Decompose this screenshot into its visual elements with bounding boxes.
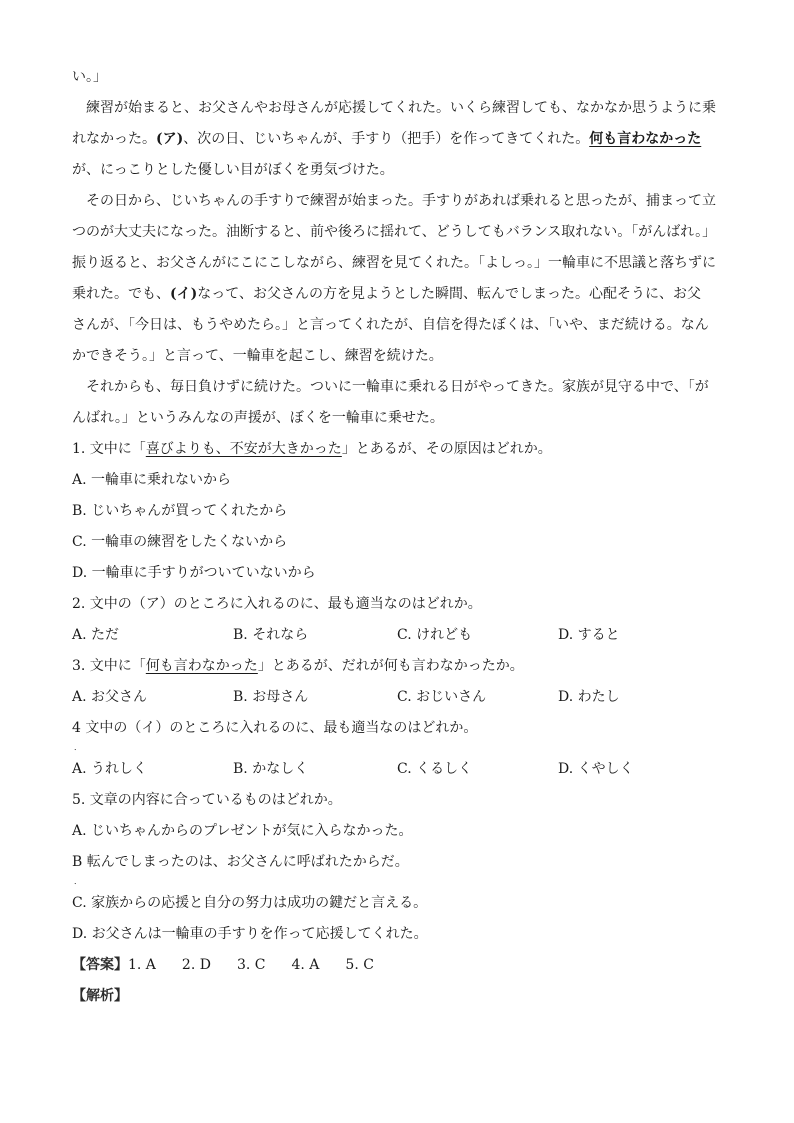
stray-dot: ． (74, 743, 82, 752)
passage-line: 振り返ると、お父さんがにこにこしながら、練習を見てくれた。「よしっ。」一輪車に不思議と落ちずに (72, 255, 716, 271)
q2-options (72, 620, 722, 651)
answer-line (72, 950, 722, 981)
q3-option-a: A. お父さん (72, 689, 148, 705)
q1-option-b: B. じいちゃんが買ってくれたから (72, 503, 288, 519)
answer-item: 1. A (128, 957, 156, 973)
passage-line: つのが大丈夫になった。油断すると、前や後ろに揺れて、どうしてもバランス取れない。「がんばれ。」 (72, 224, 717, 240)
passage-line: さんが、「今日は、もうやめたら。」と言ってくれたが、自信を得たぼくは、「いや、まだ続ける。なん (72, 317, 709, 333)
passage-text: なって、お父さんの方を見ようとした瞬間、転んでしまった。心配そうに、お父 (197, 286, 701, 302)
passage-line: い。」 (72, 69, 107, 85)
q5-option-c: C. 家族からの応援と自分の努力は成功の鍵だと言える。 (72, 895, 428, 911)
analysis-label: 【解析】 (72, 988, 128, 1004)
question-text: 3. 文中に「 (72, 658, 146, 674)
q4-option-d: D. くやしく (558, 761, 634, 777)
q4-options (72, 754, 722, 785)
question-5: 5. 文章の内容に合っているものはどれか。 (72, 792, 342, 808)
q4-option-a: A. うれしく (72, 761, 148, 777)
underlined-phrase: 何も言わなかった (589, 131, 702, 147)
q2-option-a: A. ただ (72, 627, 120, 643)
q2-option-d: D. すると (558, 627, 620, 643)
q4-option-c: C. くるしく (397, 761, 473, 777)
passage-text: れなかった。 (72, 131, 156, 147)
answer-item: 2. D (181, 957, 211, 973)
q3-option-c: C. おじいさん (397, 689, 487, 705)
passage-line: かできそう。」と言って、一輪車を起こし、練習を続けた。 (72, 348, 443, 364)
blank-i: (イ) (170, 286, 198, 302)
answer-label: 【答案】 (72, 957, 128, 973)
q5-option-b: B 転んでしまったのは、お父さんに呼ばれたからだ。 (72, 854, 409, 870)
passage-line: が、にっこりとした優しい目がぼくを勇気づけた。 (72, 162, 394, 178)
q5-option-a: A. じいちゃんからのプレゼントが気に入らなかった。 (72, 823, 413, 839)
q3-options (72, 682, 722, 713)
answer-item: 4. A (291, 957, 320, 973)
passage-line (72, 279, 722, 310)
question-4: 4 文中の（イ）のところに入れるのに、最も適当なのはどれか。 (72, 720, 478, 736)
question-text: 」とあるが、その原因はどれか。 (341, 441, 552, 457)
quoted-phrase: 何も言わなかった (145, 658, 258, 674)
q1-option-c: C. 一輪車の練習をしたくないから (72, 534, 288, 550)
passage-text: 乗れた。でも、 (72, 286, 170, 302)
question-2: 2. 文中の（ア）のところに入れるのに、最も適当なのはどれか。 (72, 596, 482, 612)
passage-line (72, 124, 722, 155)
quoted-phrase: 喜びよりも、不安が大きかった (145, 441, 342, 457)
passage-text: 、次の日、じいちゃんが、手すり（把手）を作ってきてくれた。 (183, 131, 590, 147)
document-content (72, 62, 722, 1012)
question-3 (72, 651, 722, 682)
q4-option-b: B. かなしく (233, 761, 309, 777)
q5-option-d: D. お父さんは一輪車の手すりを作って応援してくれた。 (72, 926, 428, 942)
answer-item: 3. C (236, 957, 266, 973)
q2-option-c: C. けれども (397, 627, 473, 643)
q1-option-d: D. 一輪車に手すりがついていないから (72, 565, 316, 581)
analysis-line (72, 981, 722, 1012)
question-1 (72, 434, 722, 465)
passage-line: それからも、毎日負けずに続けた。ついに一輪車に乗れる日がやってきた。家族が見守る中で、「が (86, 379, 709, 395)
q2-option-b: B. それなら (233, 627, 309, 643)
q1-option-a: A. 一輪車に乗れないから (72, 472, 232, 488)
blank-a: (ア) (156, 131, 184, 147)
passage-line: んばれ。」というみんなの声援が、ぼくを一輪車に乗せた。 (72, 410, 444, 426)
q3-option-b: B. お母さん (233, 689, 309, 705)
question-text: 」とあるが、だれが何も言わなかったか。 (257, 658, 524, 674)
passage-line: その日から、じいちゃんの手すりで練習が始まった。手すりがあれば乗れると思ったが、捕まって立 (86, 193, 716, 209)
passage-line: 練習が始まると、お父さんやお母さんが応援してくれた。いくら練習しても、なかなか思うように乗 (86, 100, 716, 116)
answer-item: 5. C (345, 957, 374, 973)
q3-option-d: D. わたし (558, 689, 620, 705)
stray-dot: ． (74, 877, 82, 886)
question-text: 1. 文中に「 (72, 441, 146, 457)
